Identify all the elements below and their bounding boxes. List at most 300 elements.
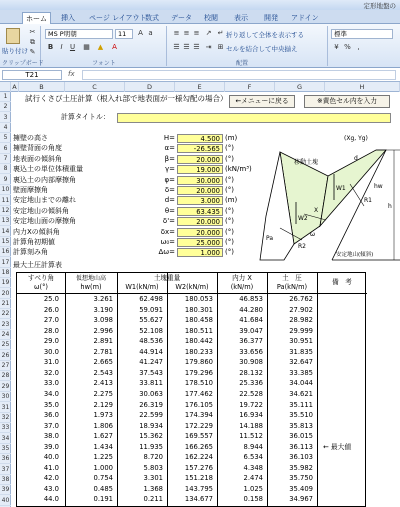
row-header[interactable]: 39	[1, 486, 10, 494]
underline-icon[interactable]: U	[69, 43, 76, 51]
calc-title-label: 計算タイトル：	[61, 113, 110, 121]
table-cell[interactable]: 39.047	[239, 326, 263, 335]
header-virtual-height-unit: hw(m)	[80, 283, 102, 291]
table-cell[interactable]: 172.229	[184, 421, 213, 430]
table-cell[interactable]: 36.113	[289, 442, 313, 451]
column-header[interactable]: H	[325, 82, 400, 92]
table-cell[interactable]: 1.434	[93, 442, 113, 451]
row-header[interactable]: 20	[1, 289, 10, 297]
table-cell[interactable]: 35.982	[289, 463, 313, 472]
table-cell[interactable]: 176.105	[184, 400, 213, 409]
table-cell[interactable]: 52.108	[139, 326, 163, 335]
table-cell[interactable]: 5.803	[143, 463, 163, 472]
table-cell[interactable]: 32.0	[43, 368, 59, 377]
table-cell[interactable]: 38.0	[43, 432, 59, 441]
cut-icon[interactable]: ✂	[29, 28, 36, 36]
number-format-select[interactable]: 標準	[331, 29, 393, 39]
row-header[interactable]: 19	[1, 279, 10, 287]
merge-icon[interactable]: ⊞	[217, 43, 224, 51]
param-label: 安定地山までの離れ	[13, 196, 76, 205]
param-label: 内力Xの傾斜角	[13, 227, 60, 236]
table-cell[interactable]: 11.935	[139, 442, 163, 451]
table-cell[interactable]: 33.656	[239, 347, 263, 356]
table-cell[interactable]: 62.498	[139, 295, 163, 303]
table-cell[interactable]: 180.442	[184, 337, 213, 346]
row-header[interactable]: 35	[1, 444, 10, 452]
formula-input[interactable]	[82, 70, 396, 80]
tab-home[interactable]: ホーム	[22, 12, 51, 24]
divider	[117, 273, 118, 506]
param-unit: (°)	[225, 154, 234, 163]
table-cell[interactable]: 36.103	[289, 453, 313, 462]
sheet-title: 試行くさび土圧計算（根入れ部で地表面が一様勾配の場合）	[25, 94, 228, 103]
group-font-label: フォント	[92, 60, 116, 67]
table-cell[interactable]: 55.627	[139, 316, 163, 325]
table-cell[interactable]: 41.247	[139, 358, 163, 367]
percent-icon[interactable]: %	[344, 43, 351, 51]
grow-font-icon[interactable]: A	[138, 29, 143, 37]
title-bar	[0, 0, 400, 10]
fig-label-sliding: 移動土塊	[294, 159, 319, 166]
row-header[interactable]: 7	[0, 154, 11, 164]
table-cell[interactable]: 28.132	[239, 368, 263, 377]
header-internal-force-unit: (kN/m)	[230, 283, 254, 291]
param-label: 裏込土の単位体積重量	[13, 165, 83, 174]
tab-developer[interactable]: 開発	[264, 14, 278, 22]
table-cell[interactable]: 37.0	[43, 421, 59, 430]
row-header[interactable]: 31	[1, 403, 10, 411]
table-cell[interactable]: 44.914	[139, 347, 163, 356]
table-cell[interactable]: 33.811	[139, 379, 163, 388]
align-top-icon[interactable]: ≡	[173, 29, 180, 37]
select-all-corner[interactable]	[0, 82, 11, 92]
calc-title-input[interactable]	[117, 113, 391, 123]
table-cell[interactable]: 33.385	[289, 368, 313, 377]
row-header[interactable]: 3	[0, 113, 11, 123]
row-header[interactable]: 29	[1, 382, 10, 390]
table-cell[interactable]: 36.377	[239, 337, 263, 346]
table-cell[interactable]: 35.111	[289, 400, 313, 409]
table-cell[interactable]: 41.0	[43, 463, 59, 472]
table-cell[interactable]: 180.511	[184, 326, 213, 335]
copy-icon[interactable]: ⧉	[30, 38, 35, 46]
table-cell[interactable]: 34.621	[289, 389, 313, 398]
table-cell[interactable]: 41.684	[239, 316, 263, 325]
param-symbol: Δω=	[158, 248, 175, 257]
row-header[interactable]: 14	[1, 227, 10, 235]
table-cell[interactable]: 2.275	[93, 389, 113, 398]
group-alignment-label: 配置	[236, 60, 249, 67]
param-value-input[interactable]: 20.000	[177, 217, 223, 226]
param-symbol: φ=	[164, 175, 175, 184]
table-cell[interactable]: 143.795	[184, 484, 213, 493]
row-header[interactable]: 27	[1, 362, 10, 370]
row-header[interactable]: 32	[1, 413, 10, 421]
table-cell[interactable]: 36.0	[43, 411, 59, 420]
table-cell[interactable]: 134.677	[184, 495, 213, 504]
table-cell[interactable]: 40.0	[43, 453, 59, 462]
window-title: 定形地盤の	[363, 2, 396, 10]
table-cell[interactable]: 30.908	[239, 358, 263, 367]
divider	[327, 26, 328, 66]
tab-page-layout[interactable]: ページ レイアウト	[89, 14, 147, 22]
table-cell[interactable]: 18.934	[139, 421, 163, 430]
divider	[65, 273, 66, 506]
param-unit: (kN/m³)	[225, 165, 252, 174]
param-label: 擁壁背面の角度	[13, 144, 62, 153]
row-header[interactable]: 25	[1, 341, 10, 349]
table-cell[interactable]: 36.015	[289, 432, 313, 441]
fx-icon[interactable]: fx	[68, 70, 75, 78]
fill-color-icon[interactable]: ▲	[97, 43, 104, 51]
italic-icon[interactable]: I	[60, 43, 63, 51]
fig-label-xy: (Xg, Yg)	[344, 135, 368, 142]
param-symbol: α=	[164, 144, 175, 153]
divider	[167, 273, 168, 506]
border-icon[interactable]: ▦	[83, 43, 90, 51]
param-unit: (°)	[225, 227, 234, 236]
param-unit: (°)	[225, 248, 234, 257]
tab-addins[interactable]: アドイン	[291, 14, 319, 22]
table-cell[interactable]: 1.225	[93, 453, 113, 462]
table-cell[interactable]: 32.647	[289, 358, 313, 367]
header-internal-force: 内力 X	[232, 274, 252, 282]
column-header[interactable]: A	[11, 82, 19, 92]
table-cell[interactable]: 2.129	[93, 400, 113, 409]
row-header[interactable]: 24	[1, 331, 10, 339]
tab-data[interactable]: データ	[171, 14, 192, 22]
param-symbol: θ=	[164, 206, 175, 215]
param-value-input[interactable]: -26.565	[177, 144, 223, 153]
table-cell[interactable]: 26.0	[43, 305, 59, 314]
row-header[interactable]: 34	[1, 434, 10, 442]
comma-icon[interactable]: ,	[357, 43, 360, 51]
param-label: 計算刻み角	[13, 248, 48, 257]
table-cell[interactable]: 179.296	[184, 368, 213, 377]
table-cell[interactable]: 151.218	[184, 474, 213, 483]
table-cell[interactable]: 6.534	[243, 453, 263, 462]
table-cell[interactable]: 26.319	[139, 400, 163, 409]
table-cell[interactable]: 0.211	[143, 495, 163, 504]
table-cell[interactable]: 2.891	[93, 337, 113, 346]
table-cell[interactable]: 1.806	[93, 421, 113, 430]
table-cell[interactable]: 2.996	[93, 326, 113, 335]
table-cell[interactable]: 42.0	[43, 474, 59, 483]
table-cell[interactable]: 22.599	[139, 411, 163, 420]
merge-center-button[interactable]: セルを結合して中央揃え	[226, 45, 298, 53]
table-cell[interactable]: 178.510	[184, 379, 213, 388]
align-center-icon[interactable]: ☰	[183, 43, 190, 51]
table-cell[interactable]: 34.967	[289, 495, 313, 504]
row-header[interactable]: 10	[1, 186, 10, 194]
table-cell[interactable]: 25.0	[43, 295, 59, 303]
table-cell[interactable]: 2.413	[93, 379, 113, 388]
table-cell[interactable]: 1.368	[143, 484, 163, 493]
param-unit: (°)	[225, 217, 234, 226]
tab-insert[interactable]: 挿入	[61, 14, 75, 22]
indent-icon[interactable]: ⇥	[205, 43, 212, 51]
table-cell[interactable]: 169.557	[184, 432, 213, 441]
table-cell[interactable]: 28.982	[289, 316, 313, 325]
table-cell[interactable]: 180.053	[184, 295, 213, 303]
table-cell[interactable]: 3.261	[93, 295, 113, 303]
row-header[interactable]: 28	[1, 372, 10, 380]
column-header[interactable]: G	[275, 82, 325, 92]
header-slip-angle: すべり角	[27, 274, 55, 282]
param-value-input[interactable]: 20.000	[177, 186, 223, 195]
param-value-input[interactable]: 3.000	[177, 196, 223, 205]
table-cell[interactable]: 8.944	[243, 442, 263, 451]
fig-label-hw: hw	[374, 183, 383, 190]
param-unit: (°)	[225, 206, 234, 215]
table-cell[interactable]: 33.0	[43, 379, 59, 388]
table-cell[interactable]: 157.276	[184, 463, 213, 472]
wrap-text-button[interactable]: 折り返して全体を表示する	[226, 31, 304, 39]
column-header[interactable]: B	[19, 82, 65, 92]
font-size-select[interactable]: 11	[115, 29, 133, 39]
param-value-input[interactable]: 1.000	[177, 248, 223, 257]
header-slip-angle-unit: ω(°)	[34, 283, 48, 291]
table-cell[interactable]: 28.0	[43, 326, 59, 335]
row-header[interactable]: 22	[1, 310, 10, 318]
divider	[217, 273, 218, 506]
format-painter-icon[interactable]: ✎	[29, 48, 36, 56]
table-cell[interactable]: 26.762	[289, 295, 313, 303]
remark-cell[interactable]: ← 最大値	[323, 442, 352, 451]
formula-bar	[0, 68, 400, 82]
param-label: 壁面摩擦角	[13, 186, 48, 194]
wrap-text-icon[interactable]: ↵	[217, 29, 224, 37]
param-symbol: δ'=	[162, 217, 175, 226]
param-unit: (°)	[225, 144, 234, 153]
column-header[interactable]: C	[65, 82, 125, 92]
column-header[interactable]: F	[225, 82, 275, 92]
param-symbol: δx=	[160, 227, 175, 236]
table-cell[interactable]: 0.158	[243, 495, 263, 504]
table-cell[interactable]: 1.000	[93, 463, 113, 472]
table-cell[interactable]: 27.0	[43, 316, 59, 325]
table-cell[interactable]: 31.835	[289, 347, 313, 356]
paste-button-label[interactable]: 貼り付け	[2, 47, 28, 55]
result-table	[16, 272, 366, 507]
table-cell[interactable]: 30.063	[139, 389, 163, 398]
table-cell[interactable]: 30.951	[289, 337, 313, 346]
fig-label-r2: R2	[298, 243, 306, 250]
param-value-input[interactable]: 20.000	[177, 155, 223, 164]
header-soil-weight: 土塊重量	[153, 274, 181, 282]
name-box[interactable]: T21	[2, 70, 62, 80]
tab-view[interactable]: 表示	[234, 14, 248, 22]
header-earth-pressure-unit: Pa(kN/m)	[276, 283, 308, 291]
align-left-icon[interactable]: ☰	[173, 43, 180, 51]
table-cell[interactable]: 29.0	[43, 337, 59, 346]
table-cell[interactable]: 35.750	[289, 474, 313, 483]
param-unit: (m)	[225, 196, 238, 205]
param-value-input[interactable]: 63.435	[177, 207, 223, 216]
table-cell[interactable]: 14.188	[239, 421, 263, 430]
param-value-input[interactable]: 20.000	[177, 228, 223, 237]
group-clipboard-label: クリップボード	[2, 60, 44, 67]
row-header[interactable]: 8	[0, 164, 11, 174]
row-header[interactable]: 11	[1, 196, 10, 204]
table-cell[interactable]: 0.485	[93, 484, 113, 493]
table-cell[interactable]: 35.0	[43, 400, 59, 409]
table-cell[interactable]: 44.280	[239, 305, 263, 314]
table-cell[interactable]: 4.348	[243, 463, 263, 472]
column-header[interactable]: E	[175, 82, 225, 92]
table-cell[interactable]: 31.0	[43, 358, 59, 367]
param-label: 安定地山面の摩擦角	[13, 217, 76, 226]
param-symbol: ω₀=	[160, 238, 175, 246]
align-bottom-icon[interactable]: ≡	[193, 29, 200, 37]
param-unit: (°)	[225, 186, 234, 194]
row-header[interactable]: 6	[0, 144, 11, 154]
param-value-input[interactable]: 19.000	[177, 165, 223, 174]
row-header[interactable]: 26	[1, 351, 10, 359]
table-cell[interactable]: 3.190	[93, 305, 113, 314]
table-cell[interactable]: 180.301	[184, 305, 213, 314]
table-cell[interactable]: 2.543	[93, 368, 113, 377]
row-header[interactable]: 9	[0, 175, 11, 185]
row-header[interactable]: 18	[1, 268, 10, 276]
tab-formulas[interactable]: 数式	[145, 14, 159, 22]
table-cell[interactable]: 2.665	[93, 358, 113, 367]
table-cell[interactable]: 48.536	[139, 337, 163, 346]
table-cell[interactable]: 180.233	[184, 347, 213, 356]
row-header[interactable]: 4	[0, 123, 11, 133]
worksheet[interactable]	[11, 92, 400, 507]
align-right-icon[interactable]: ☰	[193, 43, 200, 51]
table-cell[interactable]: 1.627	[93, 432, 113, 441]
row-header[interactable]: 16	[1, 248, 10, 256]
fig-label-omega: ω	[310, 231, 316, 238]
fig-label-w1: W1	[336, 185, 346, 192]
retaining-wall-diagram	[236, 128, 400, 274]
table-cell[interactable]: 3.301	[143, 474, 163, 483]
header-remarks: 備 考	[332, 278, 352, 286]
row-header[interactable]: 36	[1, 455, 10, 463]
param-value-input[interactable]: 25.000	[177, 238, 223, 247]
row-header[interactable]: 12	[1, 206, 10, 214]
row-header[interactable]: 30	[1, 393, 10, 401]
header-earth-pressure: 土 圧	[282, 274, 302, 282]
column-header[interactable]: D	[125, 82, 175, 92]
table-cell[interactable]: 174.394	[184, 411, 213, 420]
r1-arrow	[350, 184, 364, 206]
align-middle-icon[interactable]: ≡	[183, 29, 190, 37]
table-cell[interactable]: 43.0	[43, 484, 59, 493]
table-cell[interactable]: 39.0	[43, 442, 59, 451]
font-color-icon[interactable]: A	[112, 43, 117, 51]
table-cell[interactable]: 3.098	[93, 316, 113, 325]
row-header[interactable]: 40	[1, 496, 10, 504]
input-note-box: ※黄色セル内を入力	[304, 95, 390, 108]
shrink-font-icon[interactable]: a	[148, 29, 153, 37]
param-symbol: H=	[163, 134, 175, 142]
table-cell[interactable]: 25.336	[239, 379, 263, 388]
table-cell[interactable]: 29.999	[289, 326, 313, 335]
row-header[interactable]: 2	[0, 102, 11, 112]
header-w1: W1(kN/m)	[125, 283, 159, 291]
param-value-input[interactable]: 30.000	[177, 176, 223, 185]
header-virtual-height: 仮想地山高	[75, 275, 106, 282]
row-header[interactable]: 21	[1, 300, 10, 307]
orientation-icon[interactable]: ↗	[205, 29, 212, 37]
table-cell[interactable]: 162.224	[184, 453, 213, 462]
table-cell[interactable]: 8.720	[143, 453, 163, 462]
param-label: 擁壁の高さ	[13, 134, 48, 142]
column-headers	[0, 82, 400, 92]
row-header[interactable]: 13	[1, 217, 10, 225]
param-unit: (°)	[225, 238, 234, 246]
table-cell[interactable]: 35.510	[289, 411, 313, 420]
table-cell[interactable]: 35.813	[289, 421, 313, 430]
table-cell[interactable]: 22.528	[239, 389, 263, 398]
fig-label-d: d	[354, 155, 358, 162]
row-header[interactable]: 37	[1, 465, 10, 473]
table-cell[interactable]: 1.025	[243, 484, 263, 493]
table-cell[interactable]: 46.853	[239, 295, 263, 303]
font-name-select[interactable]: MS P明朝	[45, 29, 113, 39]
ribbon	[0, 24, 400, 68]
table-cell[interactable]: 11.512	[239, 432, 263, 441]
table-cell[interactable]: 59.091	[139, 305, 163, 314]
param-symbol: d=	[164, 196, 175, 205]
fig-label-stable: 安定地山(傾斜)	[336, 252, 374, 258]
fig-label-pa: Pa	[266, 235, 274, 242]
fig-label-r1: R1	[364, 197, 372, 204]
row-header[interactable]: 17	[1, 258, 10, 266]
fig-label-h: h	[388, 203, 392, 210]
table-cell[interactable]: 19.722	[239, 400, 263, 409]
row-header[interactable]: 1	[0, 92, 11, 102]
param-label: 計算角初期値	[13, 238, 55, 246]
table-cell[interactable]: 177.462	[184, 389, 213, 398]
param-label: 地表面の傾斜角	[13, 154, 62, 163]
table-cell[interactable]: 37.543	[139, 368, 163, 377]
table-cell[interactable]: 15.362	[139, 432, 163, 441]
table-cell[interactable]: 16.934	[239, 411, 263, 420]
row-headers	[0, 92, 11, 507]
row-header[interactable]: 38	[1, 475, 10, 483]
table-cell[interactable]: 1.973	[93, 411, 113, 420]
currency-icon[interactable]: ¥	[334, 43, 339, 51]
table-cell[interactable]: 30.0	[43, 347, 59, 356]
table-cell[interactable]: 0.191	[93, 495, 113, 504]
paste-icon[interactable]	[6, 28, 20, 44]
param-value-input[interactable]: 4.500	[177, 134, 223, 143]
table-cell[interactable]: 2.474	[243, 474, 263, 483]
table-cell[interactable]: 166.265	[184, 442, 213, 451]
table-cell[interactable]: 2.781	[93, 347, 113, 356]
row-header[interactable]: 15	[1, 237, 10, 245]
menu-back-button[interactable]: ←メニューに戻る	[229, 95, 295, 108]
table-cell[interactable]: 180.458	[184, 316, 213, 325]
table-cell[interactable]: 44.0	[43, 495, 59, 504]
bold-icon[interactable]: B	[47, 43, 54, 51]
row-header[interactable]: 23	[1, 320, 10, 328]
row-header[interactable]: 5	[0, 133, 11, 143]
table-cell[interactable]: 27.902	[289, 305, 313, 314]
result-title: 最大土圧計算表	[13, 261, 62, 269]
table-cell[interactable]: 179.860	[184, 358, 213, 367]
table-cell[interactable]: 0.754	[93, 474, 113, 483]
table-cell[interactable]: 34.044	[289, 379, 313, 388]
row-header[interactable]: 33	[1, 424, 10, 432]
table-cell[interactable]: 34.0	[43, 389, 59, 398]
tab-review[interactable]: 校閲	[204, 14, 218, 22]
table-cell[interactable]: 35.409	[289, 484, 313, 493]
